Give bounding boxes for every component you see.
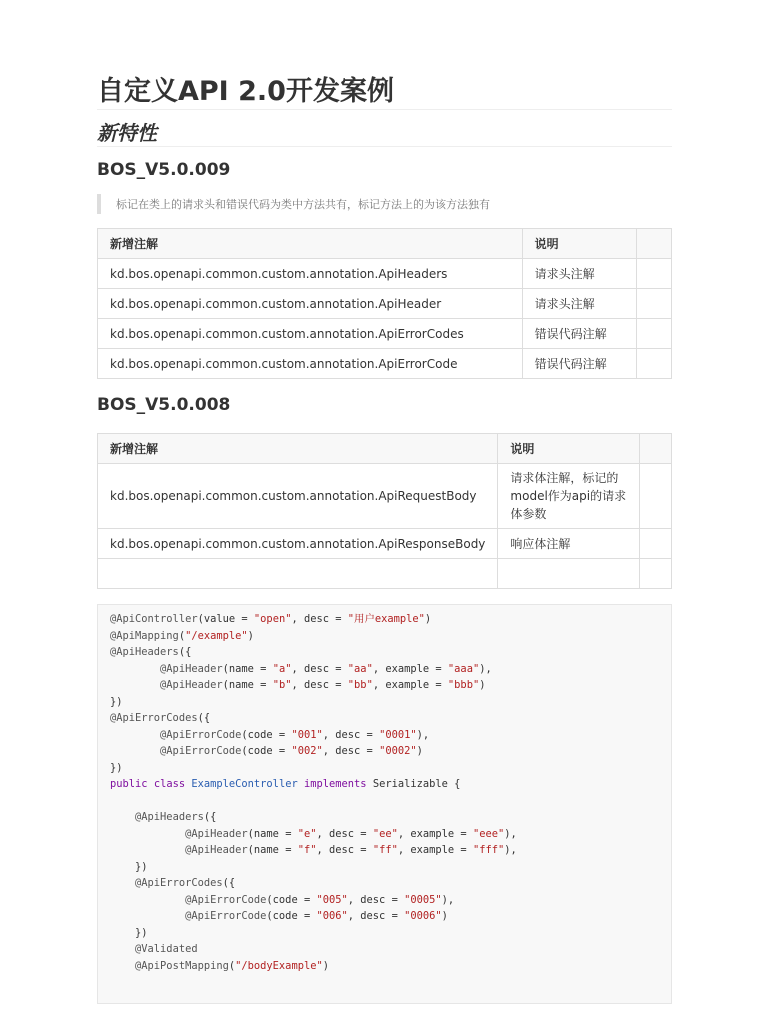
code-line: @ApiHeaders({ bbox=[110, 646, 192, 658]
section-title-new-features: 新特性 bbox=[97, 121, 157, 145]
code-text bbox=[110, 611, 517, 974]
table-cell bbox=[98, 559, 498, 589]
code-line: }) bbox=[110, 761, 123, 774]
table-header-annotation: 新增注解 bbox=[98, 434, 498, 464]
table-cell bbox=[640, 529, 672, 559]
table-header-annotation: 新增注解 bbox=[98, 229, 523, 259]
table-header-description: 说明 bbox=[522, 229, 636, 259]
version-heading-008: BOS_V5.0.008 bbox=[97, 395, 231, 415]
table-header-row bbox=[98, 434, 672, 464]
code-line: @ApiErrorCode(code = "005", desc = "0005"), bbox=[185, 893, 455, 906]
table-cell: kd.bos.openapi.common.custom.annotation.ApiErrorCode bbox=[98, 349, 523, 379]
table-row bbox=[98, 319, 672, 349]
table-cell: 请求头注解 bbox=[522, 259, 636, 289]
table-header-row bbox=[98, 229, 672, 259]
code-line: @ApiMapping("/example") bbox=[110, 629, 254, 642]
note-text: 标记在类上的请求头和错误代码为类中方法共有，标记方法上的为该方法独有 bbox=[116, 198, 490, 211]
code-line: @ApiHeader(name = "f", desc = "ff", example = "fff"), bbox=[185, 844, 517, 856]
table-row bbox=[98, 259, 672, 289]
code-line: @ApiErrorCodes({ bbox=[110, 712, 211, 724]
title-divider bbox=[97, 109, 672, 110]
table-row bbox=[98, 529, 672, 559]
code-line: }) bbox=[110, 926, 148, 939]
table-row bbox=[98, 464, 672, 529]
table-row bbox=[98, 349, 672, 379]
table-cell bbox=[498, 559, 640, 589]
code-line: @ApiErrorCode(code = "006", desc = "0006") bbox=[185, 910, 448, 922]
table-cell bbox=[637, 349, 672, 379]
table-row bbox=[98, 289, 672, 319]
code-line: @ApiHeader(name = "e", desc = "ee", example = "eee"), bbox=[185, 827, 517, 840]
version-heading-009: BOS_V5.0.009 bbox=[97, 160, 231, 180]
table-cell: kd.bos.openapi.common.custom.annotation.ApiErrorCodes bbox=[98, 319, 523, 349]
code-line: @ApiHeader(name = "a", desc = "aa", example = "aaa"), bbox=[160, 662, 492, 675]
table-cell: 错误代码注解 bbox=[522, 349, 636, 379]
annotations-table-008 bbox=[97, 433, 672, 589]
annotations-table-009 bbox=[97, 228, 672, 379]
code-line: @ApiHeaders({ bbox=[135, 811, 217, 823]
table-cell: kd.bos.openapi.common.custom.annotation.ApiHeaders bbox=[98, 259, 523, 289]
table-cell: kd.bos.openapi.common.custom.annotation.ApiResponseBody bbox=[98, 529, 498, 559]
code-line: @ApiErrorCode(code = "001", desc = "0001"), bbox=[160, 728, 430, 741]
table-cell: 请求体注解，标记的model作为api的请求体参数 bbox=[498, 464, 640, 529]
code-line: }) bbox=[110, 860, 148, 873]
code-line: @ApiController(value = "open", desc = "用户example") bbox=[110, 613, 432, 625]
table-cell bbox=[640, 559, 672, 589]
code-line: @ApiHeader(name = "b", desc = "bb", example = "bbb") bbox=[160, 679, 486, 691]
table-cell bbox=[637, 259, 672, 289]
table-row bbox=[98, 559, 672, 589]
code-line: @Validated bbox=[135, 943, 198, 955]
page-title: 自定义API 2.0开发案例 bbox=[97, 76, 394, 107]
table-header-extra bbox=[637, 229, 672, 259]
subtitle-divider bbox=[97, 146, 672, 147]
code-block bbox=[97, 604, 672, 1004]
code-line: public class ExampleController implements Serializable { bbox=[110, 778, 461, 790]
table-cell: kd.bos.openapi.common.custom.annotation.ApiRequestBody bbox=[98, 464, 498, 529]
table-header-description: 说明 bbox=[498, 434, 640, 464]
table-cell: 请求头注解 bbox=[522, 289, 636, 319]
blockquote-note bbox=[97, 194, 676, 214]
code-line: @ApiErrorCode(code = "002", desc = "0002") bbox=[160, 745, 423, 757]
table-cell bbox=[640, 464, 672, 529]
table-cell: 响应体注解 bbox=[498, 529, 640, 559]
table-header-extra bbox=[640, 434, 672, 464]
table-cell: kd.bos.openapi.common.custom.annotation.ApiHeader bbox=[98, 289, 523, 319]
code-line: @ApiPostMapping("/bodyExample") bbox=[135, 959, 329, 972]
code-line: @ApiErrorCodes({ bbox=[135, 877, 236, 889]
table-cell: 错误代码注解 bbox=[522, 319, 636, 349]
code-line: }) bbox=[110, 695, 123, 708]
table-cell bbox=[637, 289, 672, 319]
table-cell bbox=[637, 319, 672, 349]
